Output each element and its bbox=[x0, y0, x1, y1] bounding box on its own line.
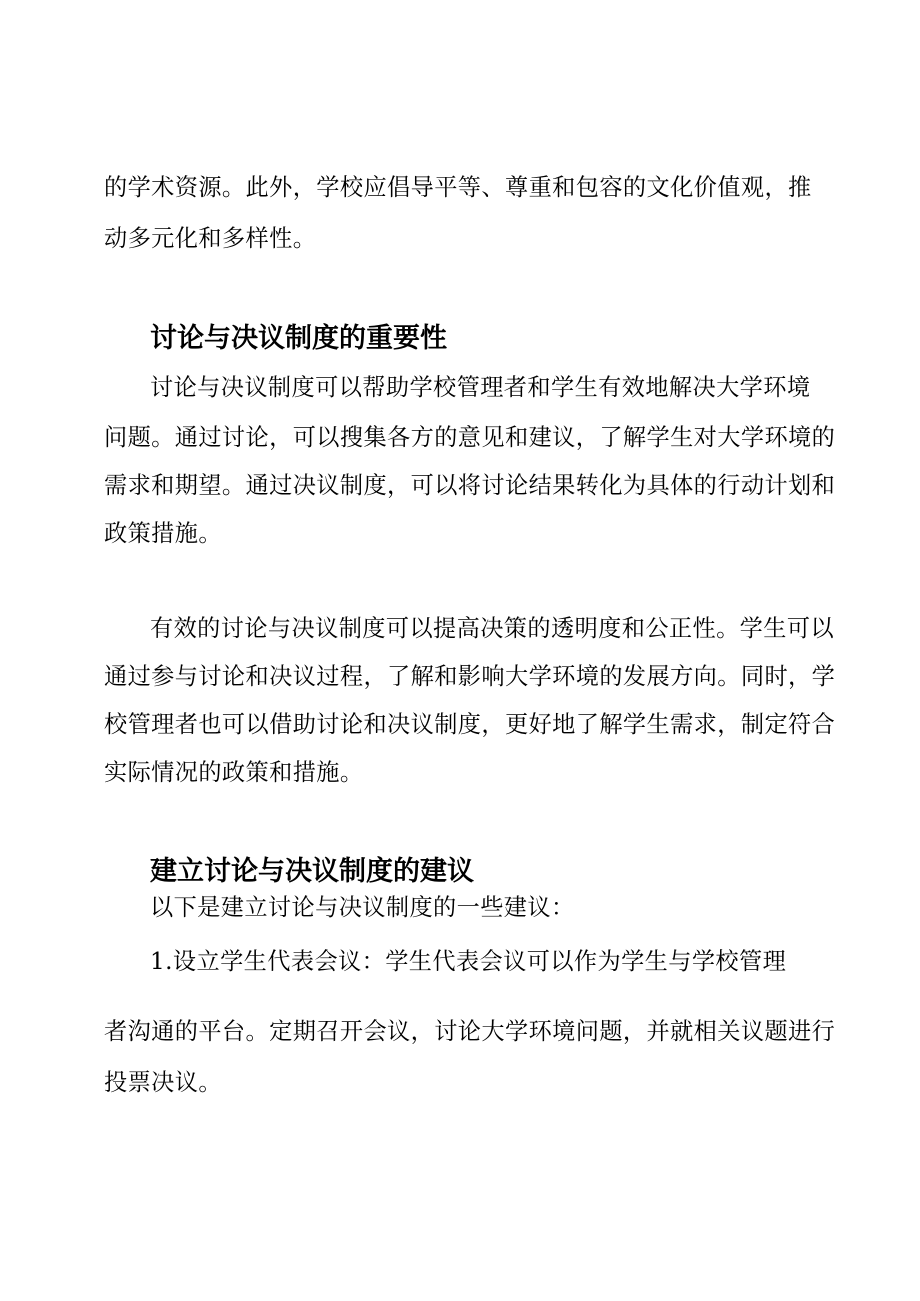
intro-paragraph-line: 的学术资源。此外，学校应倡导平等、尊重和包容的文化价值观，推 bbox=[104, 174, 812, 201]
suggestion-item-1-line: 投票决议。 bbox=[104, 1069, 222, 1096]
importance-paragraph-1-line: 需求和期望。通过决议制度，可以将讨论结果转化为具体的行动计划和 bbox=[104, 472, 836, 499]
importance-paragraph-1-line: 政策措施。 bbox=[104, 520, 222, 547]
importance-paragraph-2-line: 有效的讨论与决议制度可以提高决策的透明度和公正性。学生可以 bbox=[150, 615, 835, 642]
importance-paragraph-2-line: 通过参与讨论和决议过程，了解和影响大学环境的发展方向。同时，学 bbox=[104, 663, 836, 690]
section-heading-importance: 讨论与决议制度的重要性 bbox=[150, 323, 447, 354]
importance-paragraph-2-line: 校管理者也可以借助讨论和决议制度，更好地了解学生需求，制定符合 bbox=[104, 711, 836, 738]
intro-paragraph-line: 动多元化和多样性。 bbox=[104, 225, 317, 252]
importance-paragraph-2-line: 实际情况的政策和措施。 bbox=[104, 759, 364, 786]
suggestion-item-1-first-line: 1.设立学生代表会议：学生代表会议可以作为学生与学校管理 bbox=[150, 948, 787, 975]
suggestions-intro: 以下是建立讨论与决议制度的一些建议： bbox=[150, 894, 575, 921]
importance-paragraph-1-line: 讨论与决议制度可以帮助学校管理者和学生有效地解决大学环境 bbox=[150, 374, 811, 401]
suggestion-item-1-line: 者沟通的平台。定期召开会议，讨论大学环境问题，并就相关议题进行 bbox=[104, 1018, 836, 1045]
section-heading-suggestions: 建立讨论与决议制度的建议 bbox=[150, 856, 474, 887]
importance-paragraph-1-line: 问题。通过讨论，可以搜集各方的意见和建议，了解学生对大学环境的 bbox=[104, 424, 836, 451]
